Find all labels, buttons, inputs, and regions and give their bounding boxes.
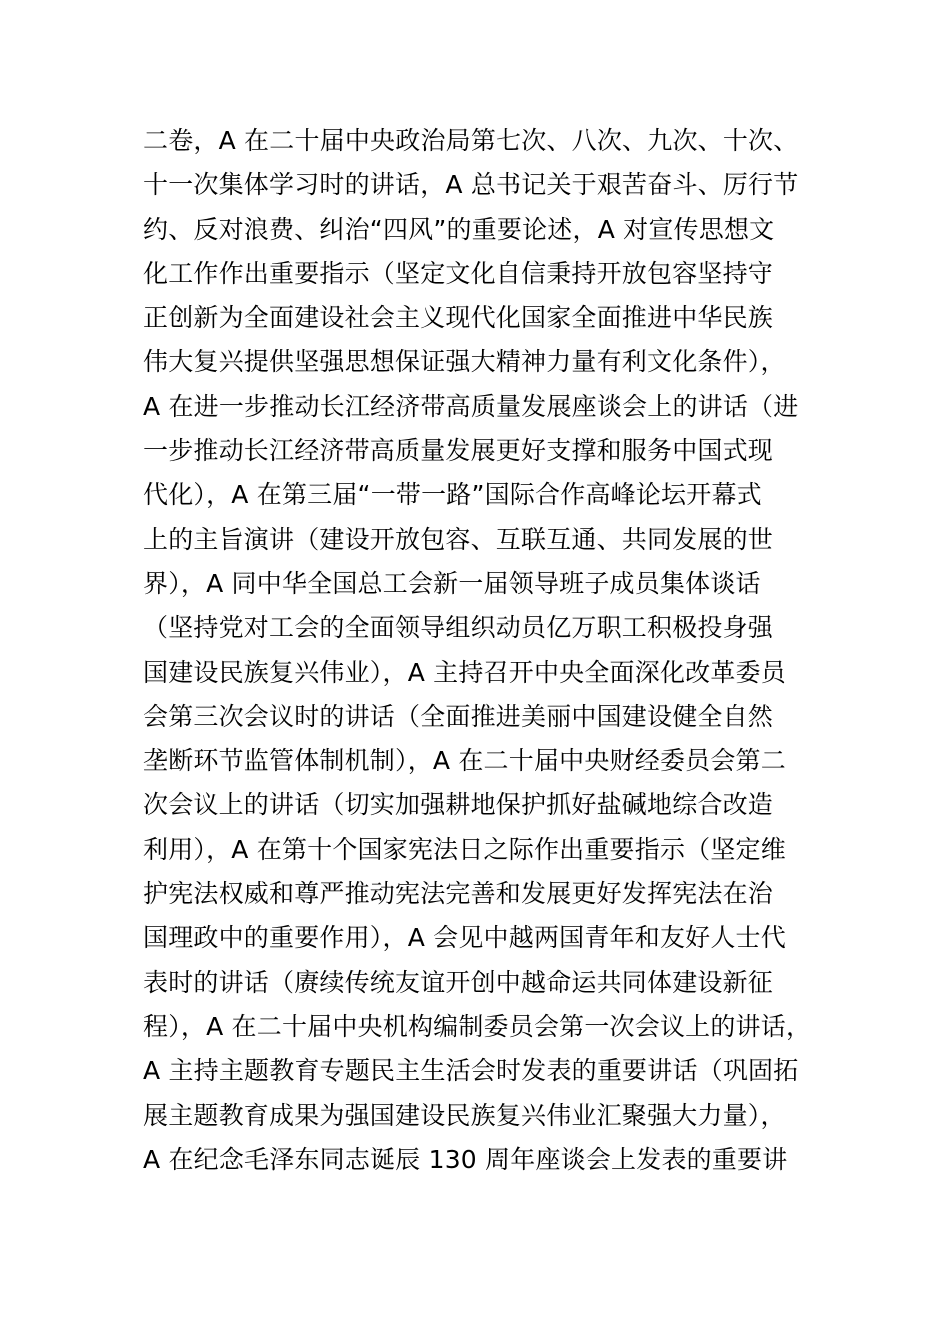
text-line: A 主持主题教育专题民主生活会时发表的重要讲话（巩固拓 bbox=[143, 1056, 799, 1086]
body-text bbox=[143, 119, 843, 1182]
text-line: 利用），A 在第十个国家宪法日之际作出重要指示（坚定维 bbox=[143, 834, 786, 864]
text-line: 化工作作出重要指示（坚定文化自信秉持开放包容坚持守 bbox=[143, 258, 774, 288]
text-line: （坚持党对工会的全面领导组织动员亿万职工积极投身强 bbox=[143, 613, 774, 643]
text-line: 程），A 在二十届中央机构编制委员会第一次会议上的讲话， bbox=[143, 1011, 812, 1041]
text-line: A 在进一步推动长江经济带高质量发展座谈会上的讲话（进 bbox=[143, 391, 799, 421]
text-line: 表时的讲话（赓续传统友谊开创中越命运共同体建设新征 bbox=[143, 967, 774, 997]
text-line: 展主题教育成果为强国建设民族复兴伟业汇聚强大力量）， bbox=[143, 1100, 786, 1130]
text-line: 护宪法权威和尊严推动宪法完善和发展更好发挥宪法在治 bbox=[143, 879, 774, 909]
text-line: 会第三次会议时的讲话（全面推进美丽中国建设健全自然 bbox=[143, 701, 774, 731]
text-line: 次会议上的讲话（切实加强耕地保护抓好盐碱地综合改造 bbox=[143, 790, 774, 820]
text-line: 垄断环节监管体制机制），A 在二十届中央财经委员会第二 bbox=[143, 746, 786, 776]
text-line: 十一次集体学习时的讲话，A 总书记关于艰苦奋斗、厉行节 bbox=[143, 170, 799, 200]
text-line: 国理政中的重要作用），A 会见中越两国青年和友好人士代 bbox=[143, 923, 786, 953]
text-line: 正创新为全面建设社会主义现代化国家全面推进中华民族 bbox=[143, 303, 774, 333]
text-line: 二卷，A 在二十届中央政治局第七次、八次、九次、十次、 bbox=[143, 126, 799, 155]
text-line: 约、反对浪费、纠治“四风”的重要论述，A 对宣传思想文 bbox=[143, 214, 775, 244]
text-line: 代化），A 在第三届“一带一路”国际合作高峰论坛开幕式 bbox=[143, 480, 762, 510]
text-line: 界），A 同中华全国总工会新一届领导班子成员集体谈话 bbox=[143, 568, 761, 598]
text-line: A 在纪念毛泽东同志诞辰 130 周年座谈会上发表的重要讲 bbox=[143, 1144, 788, 1174]
text-line: 国建设民族复兴伟业），A 主持召开中央全面深化改革委员 bbox=[143, 657, 786, 687]
text-line: 上的主旨演讲（建设开放包容、互联互通、共同发展的世 bbox=[143, 524, 774, 554]
text-line: 一步推动长江经济带高质量发展更好支撑和服务中国式现 bbox=[143, 436, 774, 466]
text-line: 伟大复兴提供坚强思想保证强大精神力量有利文化条件）， bbox=[143, 347, 786, 377]
